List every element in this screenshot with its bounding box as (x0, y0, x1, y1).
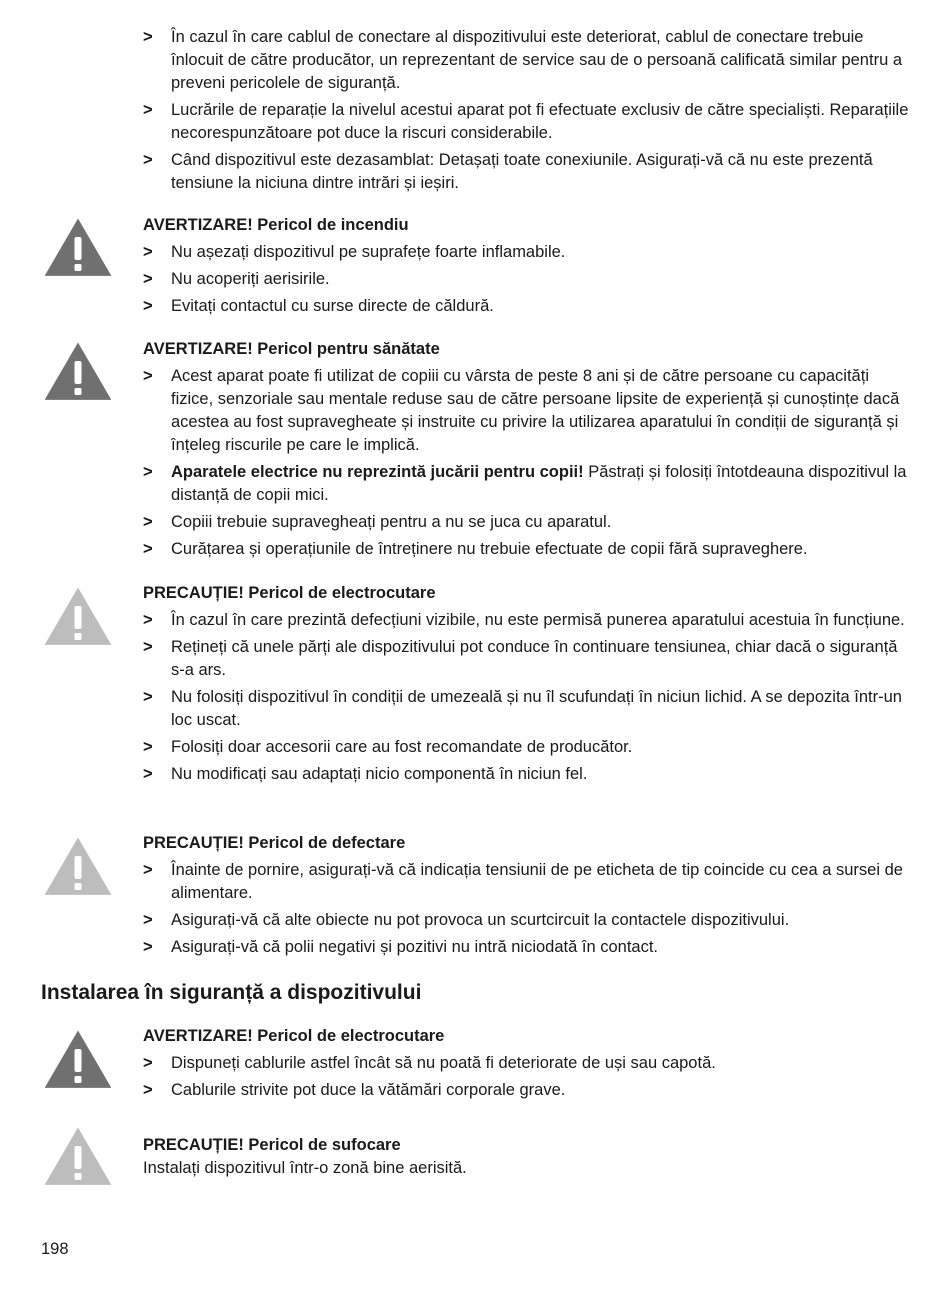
bullet-marker: > (143, 463, 153, 481)
suffocation-caution-section (143, 1134, 913, 1180)
bullet-marker: > (143, 367, 153, 385)
bullet-marker: > (143, 151, 153, 169)
section-title: Instalarea în siguranță a dispozitivului (41, 981, 422, 1004)
caution-triangle-icon (41, 834, 115, 898)
defect-caution-section (143, 832, 913, 963)
bullet-marker: > (143, 688, 153, 706)
list-item: > Înainte de pornire, asigurați-vă că indicația tensiunii de pe eticheta de tip coincide cu cea a sursei de alimentare. (143, 861, 903, 902)
list-item: > Nu folosiți dispozitivul în condiții de umezeală și nu îl scufundați în niciun lichid. A se depozita într-un loc uscat. (143, 688, 902, 729)
fire-warning-section (143, 214, 913, 322)
health-warning-section (143, 338, 913, 565)
electrocution-warning-section (143, 1025, 913, 1106)
list-item: > Asigurați-vă că polii negativi și pozitivi nu intră niciodată în contact. (143, 936, 913, 959)
bullet-marker: > (143, 911, 153, 929)
list-item: > Curățarea și operațiunile de întreținere nu trebuie efectuate de copii fără supraveghere. (143, 538, 913, 561)
list-item: > Nu așezați dispozitivul pe suprafețe foarte inflamabile. (143, 241, 913, 264)
section-heading: AVERTIZARE! Pericol pentru sănătate (143, 340, 440, 358)
section-heading: PRECAUȚIE! Pericol de sufocare (143, 1136, 401, 1154)
bullet-marker: > (143, 101, 153, 119)
list-item: > Asigurați-vă că alte obiecte nu pot provoca un scurtcircuit la contactele dispozitivului. (143, 909, 913, 932)
section-heading: AVERTIZARE! Pericol de incendiu (143, 216, 409, 234)
bullet-marker: > (143, 638, 153, 656)
bullet-marker: > (143, 765, 153, 783)
section-heading: AVERTIZARE! Pericol de electrocutare (143, 1027, 445, 1045)
list-item: > Evitați contactul cu surse directe de căldură. (143, 295, 913, 318)
list-item: > Lucrările de reparație la nivelul acestui aparat pot fi efectuate exclusiv de către specialiști. Reparațiile necorespunzătoare pot duce la riscuri considerabile. (143, 101, 909, 142)
list-item: > Acest aparat poate fi utilizat de copiii cu vârsta de peste 8 ani și de către persoane cu capacități fizice, senzoriale sau mentale reduse sau de către persoane lipsite de experiență și cunoștințe dacă acestea au fost supravegheate și instruite cu privire la utilizarea aparatului în condiții de siguranță și înțeleg riscurile pe care le implică. (143, 367, 900, 454)
section-heading: PRECAUȚIE! Pericol de electrocutare (143, 584, 436, 602)
bullet-marker: > (143, 1054, 153, 1072)
bullet-marker: > (143, 28, 153, 46)
bullet-marker: > (143, 738, 153, 756)
list-item: > Nu acoperiți aerisirile. (143, 268, 913, 291)
section-heading: PRECAUȚIE! Pericol de defectare (143, 834, 406, 852)
warning-triangle-icon (41, 339, 115, 403)
list-item: > Cablurile strivite pot duce la vătămări corporale grave. (143, 1079, 913, 1102)
bullet-marker: > (143, 1081, 153, 1099)
list-item: > În cazul în care prezintă defecțiuni vizibile, nu este permisă punerea aparatului acestuia în funcțiune. (143, 609, 913, 632)
list-item: > Când dispozitivul este dezasamblat: Detașați toate conexiunile. Asigurați-vă că nu este prezentă tensiune la niciuna dintre intrări și ieșiri. (143, 151, 873, 192)
bullet-marker: > (143, 611, 153, 629)
caution-triangle-icon (41, 1124, 115, 1188)
list-item: > Nu modificați sau adaptați nicio componentă în niciun fel. (143, 763, 913, 786)
caution-text: Instalați dispozitivul într-o zonă bine aerisită. (143, 1159, 467, 1177)
list-item: > Aparatele electrice nu reprezintă jucării pentru copii! Păstrați și folosiți întotdeauna dispozitivul la distanță de copii mici. (143, 463, 907, 504)
list-item: > Rețineți că unele părți ale dispozitivului pot conduce în continuare tensiunea, chiar dacă o siguranță s-a ars. (143, 638, 898, 679)
intro-list (143, 26, 913, 199)
warning-triangle-icon (41, 215, 115, 279)
bullet-marker: > (143, 861, 153, 879)
page-number: 198 (41, 1240, 69, 1258)
electrocution-caution-section (143, 582, 913, 790)
bullet-marker: > (143, 540, 153, 558)
bullet-marker: > (143, 938, 153, 956)
bullet-marker: > (143, 270, 153, 288)
warning-triangle-icon (41, 1027, 115, 1091)
bullet-marker: > (143, 513, 153, 531)
caution-triangle-icon (41, 584, 115, 648)
bullet-marker: > (143, 297, 153, 315)
list-item: > Folosiți doar accesorii care au fost recomandate de producător. (143, 736, 913, 759)
list-item: > În cazul în care cablul de conectare al dispozitivului este deteriorat, cablul de conectare trebuie înlocuit de către producător, un reprezentant de service sau de o persoană calificată similar pentru a preveni pericolele de siguranță. (143, 28, 903, 92)
list-item: > Dispuneți cablurile astfel încât să nu poată fi deteriorate de uși sau capotă. (143, 1052, 913, 1075)
bullet-marker: > (143, 243, 153, 261)
list-item: > Copiii trebuie supravegheați pentru a nu se juca cu aparatul. (143, 511, 913, 534)
